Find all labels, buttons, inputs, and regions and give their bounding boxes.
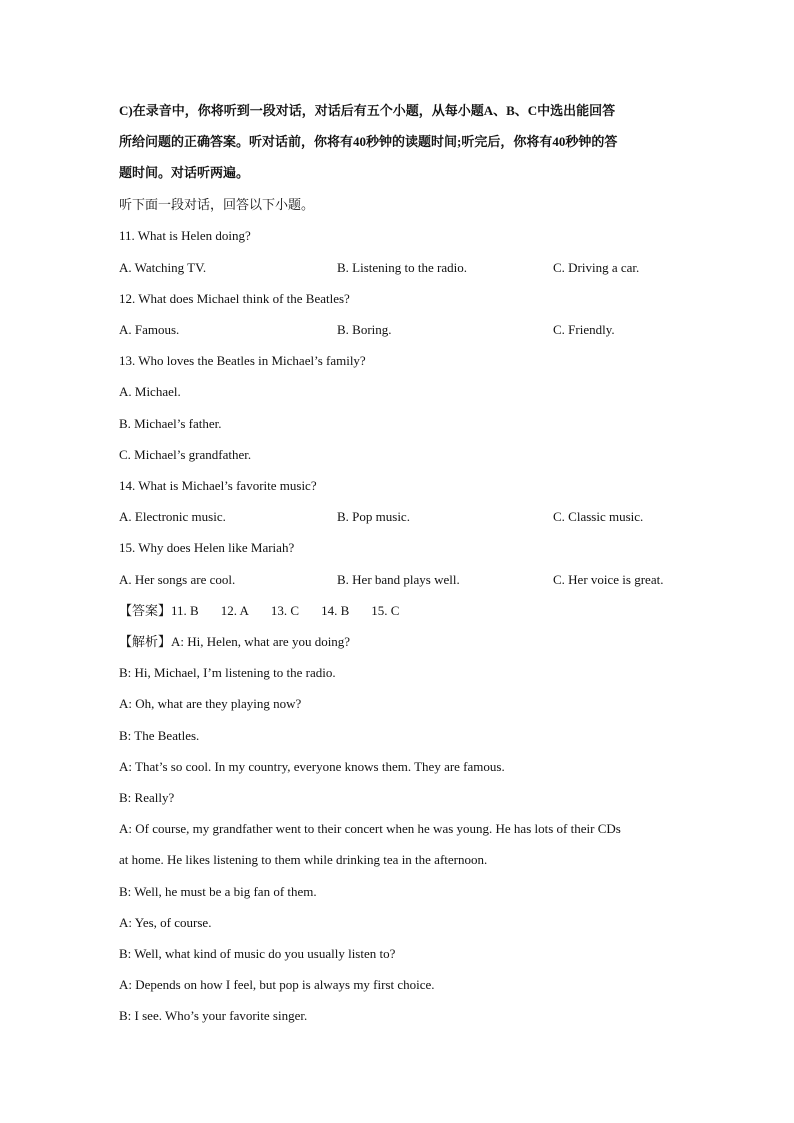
section-intro: 听下面一段对话，回答以下小题。 [119, 197, 315, 212]
q11-option-a: A. Watching TV. [119, 260, 207, 275]
q11-option-c: C. Driving a car. [553, 260, 640, 275]
dialogue-line: A: Hi, Helen, what are you doing? [171, 634, 351, 649]
dialogue-line: A: Oh, what are they playing now? [119, 696, 302, 711]
question-15: 15. Why does Helen like Mariah? [119, 540, 295, 555]
q12-option-c: C. Friendly. [553, 322, 615, 337]
q12-option-a: A. Famous. [119, 322, 180, 337]
dialogue-line: A: That’s so cool. In my country, everyone knows them. They are famous. [119, 759, 505, 774]
dialogue-line: A: Of course, my grandfather went to their concert when he was young. He has lots of their CDs [119, 821, 621, 836]
q15-option-b: B. Her band plays well. [337, 572, 460, 587]
answer-item: 14. B [321, 603, 350, 618]
dialogue-line: A: Depends on how I feel, but pop is always my first choice. [119, 977, 435, 992]
instruction-line-1: C)在录音中，你将听到一段对话，对话后有五个小题，从每小题A、B、C中选出能回答 [119, 103, 616, 118]
analysis-label: 【解析】 [119, 634, 172, 649]
answer-item: 11. B [171, 603, 199, 618]
question-14: 14. What is Michael’s favorite music? [119, 478, 317, 493]
q13-option-a: A. Michael. [119, 384, 181, 399]
question-13: 13. Who loves the Beatles in Michael’s family? [119, 353, 366, 368]
answer-item: 12. A [220, 603, 249, 618]
q12-option-b: B. Boring. [337, 322, 392, 337]
dialogue-line: B: I see. Who’s your favorite singer. [119, 1008, 308, 1023]
q15-option-a: A. Her songs are cool. [119, 572, 236, 587]
answer-label: 【答案】 [119, 603, 172, 618]
q14-option-a: A. Electronic music. [119, 509, 226, 524]
answer-row [119, 603, 421, 619]
instruction-line-3: 题时间。对话听两遍。 [119, 165, 250, 180]
instruction-line-2: 所给问题的正确答案。听对话前，你将有40秒钟的读题时间;听完后，你将有40秒钟的答 [119, 134, 618, 149]
dialogue-line: B: Well, what kind of music do you usually listen to? [119, 946, 396, 961]
q15-option-c: C. Her voice is great. [553, 572, 664, 587]
dialogue-line: at home. He likes listening to them while drinking tea in the afternoon. [119, 852, 488, 867]
q14-option-b: B. Pop music. [337, 509, 410, 524]
dialogue-line: B: The Beatles. [119, 728, 200, 743]
q13-option-b: B. Michael’s father. [119, 416, 222, 431]
q13-option-c: C. Michael’s grandfather. [119, 447, 252, 462]
q11-option-b: B. Listening to the radio. [337, 260, 467, 275]
analysis-row [119, 634, 350, 650]
question-11: 11. What is Helen doing? [119, 228, 251, 243]
dialogue-line: A: Yes, of course. [119, 915, 212, 930]
dialogue-line: B: Hi, Michael, I’m listening to the radio. [119, 665, 336, 680]
dialogue-line: B: Well, he must be a big fan of them. [119, 884, 317, 899]
answer-item: 13. C [270, 603, 300, 618]
question-12: 12. What does Michael think of the Beatles? [119, 291, 350, 306]
q14-option-c: C. Classic music. [553, 509, 644, 524]
answer-item: 15. C [371, 603, 400, 618]
dialogue-line: B: Really? [119, 790, 175, 805]
